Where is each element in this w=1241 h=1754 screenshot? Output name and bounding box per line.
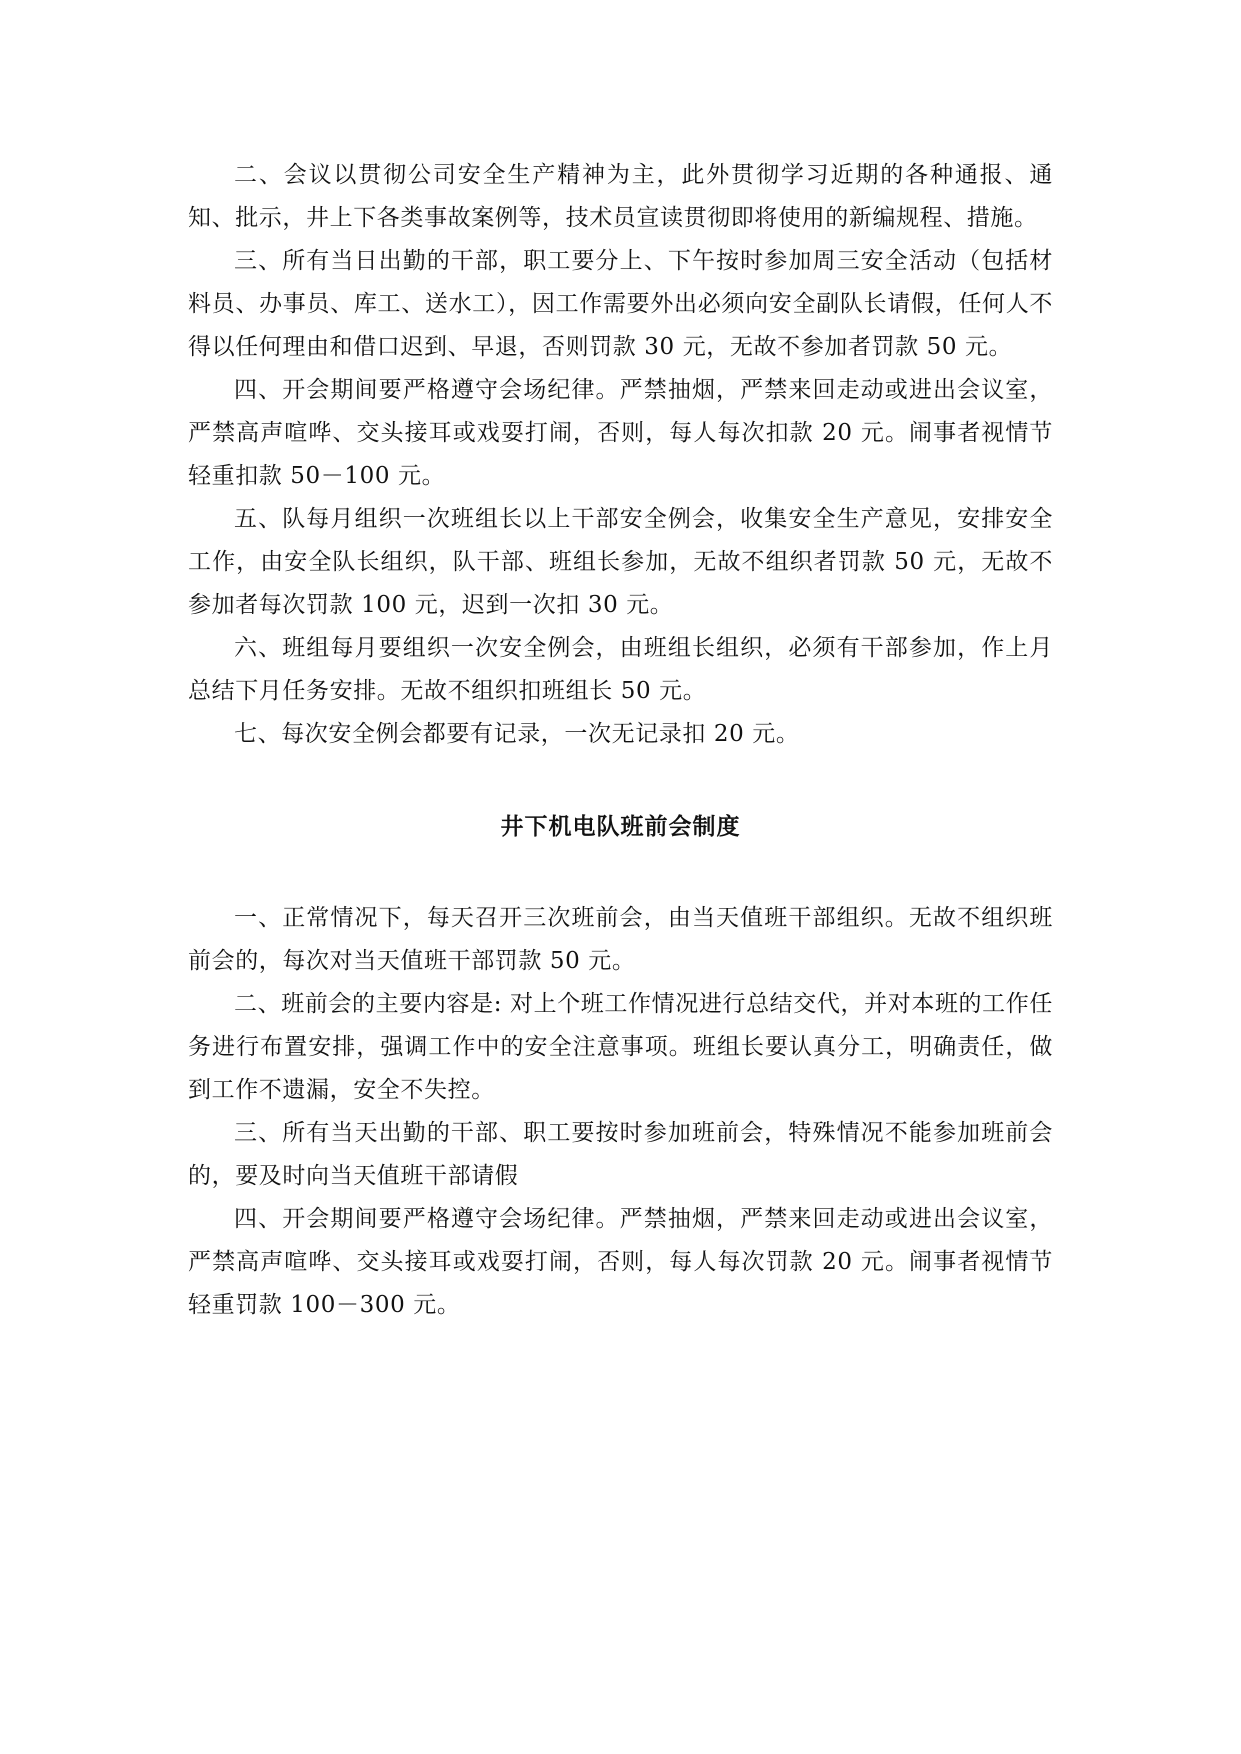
rule-paragraph: 一、正常情况下，每天召开三次班前会，由当天值班干部组织。无故不组织班前会的，每次对当天值班干部罚款 50 元。: [188, 905, 1053, 974]
rule-paragraph: 六、班组每月要组织一次安全例会，由班组长组织，必须有干部参加，作上月总结下月任务安排。无故不组织扣班组长 50 元。: [188, 635, 1053, 704]
rule-paragraph: 五、队每月组织一次班组长以上干部安全例会，收集安全生产意见，安排安全工作，由安全队长组织，队干部、班组长参加，无故不组织者罚款 50 元，无故不参加者每次罚款 100 元，迟到一次扣 30 元。: [188, 506, 1053, 618]
rule-paragraph: 四、开会期间要严格遵守会场纪律。严禁抽烟，严禁来回走动或进出会议室，严禁高声喧哗、交头接耳或戏耍打闹，否则，每人每次扣款 20 元。闹事者视情节轻重扣款 50－100 元。: [188, 377, 1053, 489]
pre-shift-meeting-rules: [188, 897, 1053, 1327]
rule-paragraph: 二、班前会的主要内容是: 对上个班工作情况进行总结交代，并对本班的工作任务进行布置安排，强调工作中的安全注意事项。班组长要认真分工，明确责任，做到工作不遗漏，安全不失控。: [188, 991, 1053, 1103]
rule-paragraph: 三、所有当天出勤的干部、职工要按时参加班前会，特殊情况不能参加班前会的，要及时向当天值班干部请假: [188, 1120, 1053, 1189]
rule-paragraph: 二、会议以贯彻公司安全生产精神为主，此外贯彻学习近期的各种通报、通知、批示，井上下各类事故案例等，技术员宣读贯彻即将使用的新编规程、措施。: [188, 162, 1053, 231]
rule-paragraph: 四、开会期间要严格遵守会场纪律。严禁抽烟，严禁来回走动或进出会议室，严禁高声喧哗、交头接耳或戏耍打闹，否则，每人每次罚款 20 元。闹事者视情节轻重罚款 100－300 元。: [188, 1206, 1053, 1318]
section-title: 井下机电队班前会制度: [500, 814, 741, 840]
safety-meeting-rules: [188, 154, 1053, 756]
document-page: [188, 154, 1053, 1327]
rule-paragraph: 七、每次安全例会都要有记录，一次无记录扣 20 元。: [234, 721, 800, 747]
rule-paragraph: 三、所有当日出勤的干部，职工要分上、下午按时参加周三安全活动（包括材料员、办事员、库工、送水工），因工作需要外出必须向安全副队长请假，任何人不得以任何理由和借口迟到、早退，否则罚款 30 元，无故不参加者罚款 50 元。: [188, 248, 1053, 360]
